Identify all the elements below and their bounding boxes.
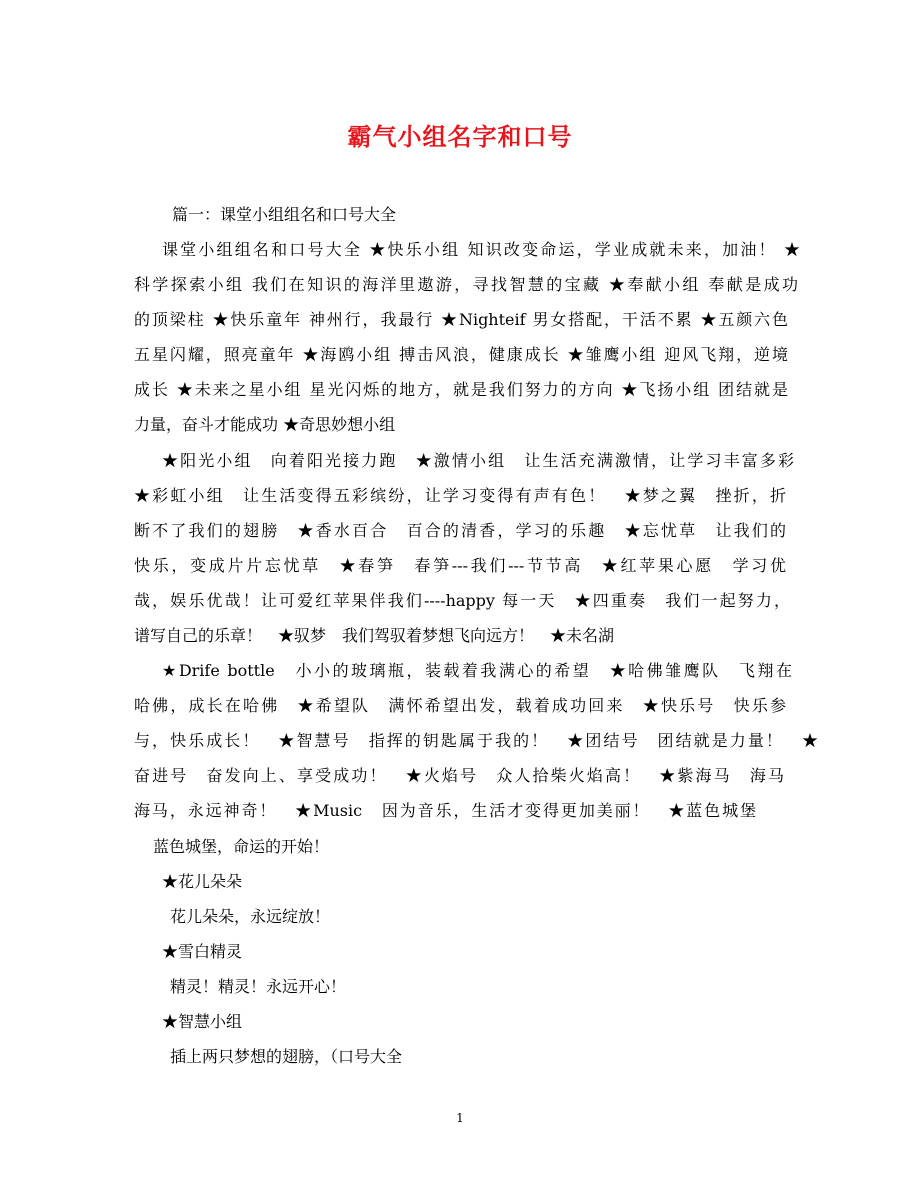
paragraph1-line: 力量，奋斗才能成功 ★奇思妙想小组 [134,415,396,434]
paragraph3-line: 哈佛，成长在哈佛 ★希望队 满怀希望出发，载着成功回来 ★快乐号 快乐参 [134,696,786,715]
item-flower: ★花儿朵朵 [162,872,243,891]
paragraph2-line: 哉，娱乐优哉！让可爱红苹果伴我们----happy 每一天 ★四重奏 我们一起努力， [134,591,790,610]
paragraph1-line: 课堂小组组名和口号大全 ★快乐小组 知识改变命运，学业成就未来，加油！ ★ [162,240,800,259]
paragraph3-line: 海马，永远神奇！ ★Music 因为音乐，生活才变得更加美丽！ ★蓝色城堡 [134,801,756,820]
slogan-snow: 精灵！精灵！永远开心！ [170,977,347,996]
paragraph3-line: 奋进号 奋发向上、享受成功！ ★火焰号 众人拾柴火焰高！ ★紫海马 海马 [134,766,784,785]
paragraph1-line: 科学探索小组 我们在知识的海洋里遨游，寻找智慧的宝藏 ★奉献小组 奉献是成功 [134,275,798,294]
paragraph1-line: 成长 ★未来之星小组 星光闪烁的地方，就是我们努力的方向 ★飞扬小组 团结就是 [134,380,788,399]
paragraph1-line: 的顶梁柱 ★快乐童年 神州行，我最行 ★Nighteif 男女搭配，干活不累 ★五颜六色 [134,310,788,329]
paragraph1-line: 五星闪耀，照亮童年 ★海鸥小组 搏击风浪，健康成长 ★雏鹰小组 迎风飞翔，逆境 [134,345,788,364]
paragraph3-line: ★Drife bottle 小小的玻璃瓶，装载着我满心的希望 ★哈佛雏鹰队 飞翔在 [162,661,792,680]
item-snow: ★雪白精灵 [162,942,243,961]
page-number: 1 [456,1111,464,1125]
section-heading: 篇一：课堂小组组名和口号大全 [172,205,397,224]
slogan-blue-castle: 蓝色城堡，命运的开始！ [153,837,330,856]
paragraph2-line: 快乐，变成片片忘忧草 ★春笋 春笋---我们---节节高 ★红苹果心愿 学习优 [134,556,786,575]
paragraph3-line: 与，快乐成长！ ★智慧号 指挥的钥匙属于我的！ ★团结号 团结就是力量！ ★ [134,731,818,750]
document-title: 霸气小组名字和口号 [347,122,573,151]
paragraph2-line: 断不了我们的翅膀 ★香水百合 百合的清香，学习的乐趣 ★忘忧草 让我们的 [134,521,786,540]
paragraph2-line: ★阳光小组 向着阳光接力跑 ★激情小组 让生活充满激情，让学习丰富多彩 [162,451,794,470]
paragraph2-line: 谱写自己的乐章！ ★驭梦 我们驾驭着梦想飞向远方！ ★未名湖 [134,626,615,645]
paragraph2-line: ★彩虹小组 让生活变得五彩缤纷，让学习变得有声有色！ ★梦之翼 挫折，折 [134,486,786,505]
slogan-wisdom: 插上两只梦想的翅膀，（口号大全 [170,1047,403,1066]
slogan-flower: 花儿朵朵，永远绽放！ [170,907,331,926]
item-wisdom: ★智慧小组 [162,1012,243,1031]
